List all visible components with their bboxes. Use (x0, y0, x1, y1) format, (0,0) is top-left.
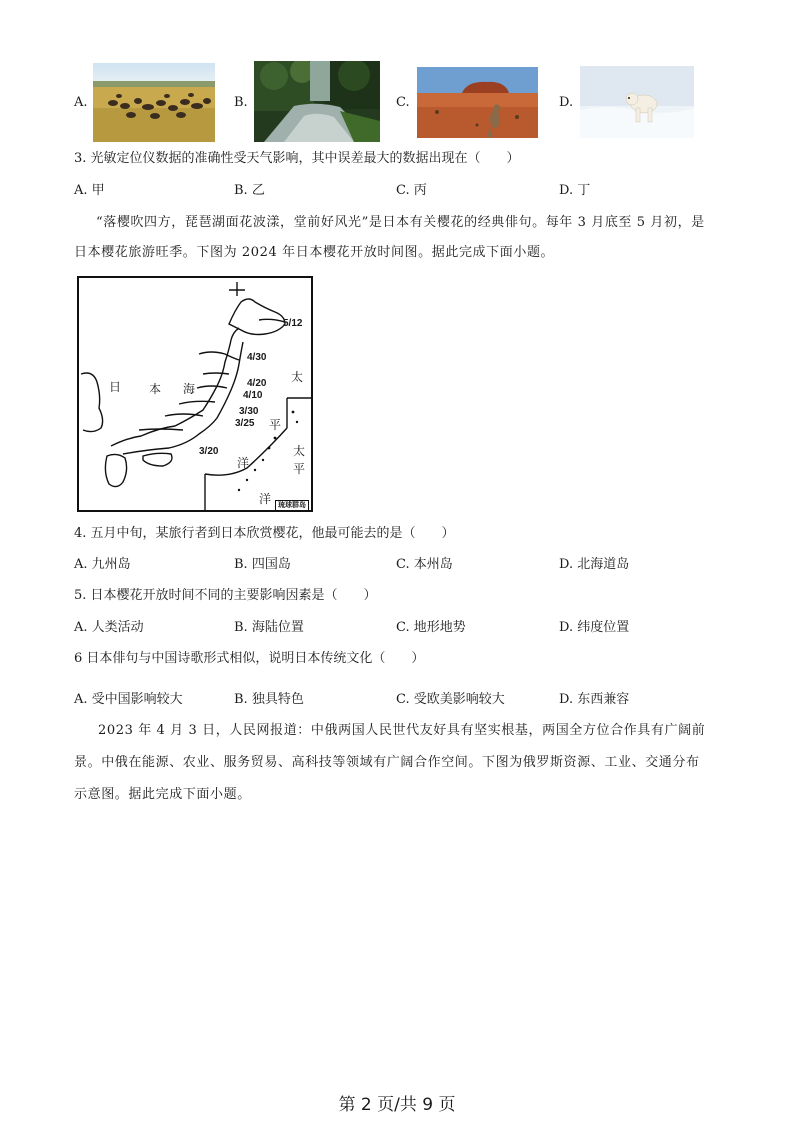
q5-option-a[interactable]: A. 人类活动 (74, 620, 144, 635)
ocean-label-char-6: 洋 (259, 492, 272, 506)
q3-option-b[interactable]: B. 乙 (234, 183, 265, 198)
option-d-label: D. (559, 95, 574, 110)
sea-label-char-1: 日 (109, 380, 122, 394)
q4-option-a[interactable]: A. 九州岛 (74, 557, 131, 572)
intro-paragraph-2-line-1: 2023 年 4 月 3 日，人民网报道：中俄两国人民世代友好具有坚实根基，两国全方位合作具有广阔前 (98, 723, 706, 738)
korea-coast (81, 373, 103, 432)
question-5-stem: 5. 日本樱花开放时间不同的主要影响因素是（ ） (74, 588, 377, 603)
ocean-label-char-1: 太 (291, 370, 304, 384)
date-label-4-20: 4/20 (247, 378, 267, 389)
shikoku-coast (143, 453, 172, 466)
date-label-4-30: 4/30 (247, 352, 267, 363)
japan-cherry-blossom-map (77, 276, 313, 512)
q3-option-d[interactable]: D. 丁 (559, 183, 591, 198)
intro-paragraph-2-line-2: 景。中俄在能源、农业、服务贸易、高科技等领域有广阔合作空间。下图为俄罗斯资源、工业、交通分布 (74, 755, 700, 770)
question-3-stem: 3. 光敏定位仪数据的准确性受天气影响，其中误差最大的数据出现在（ ） (74, 151, 520, 166)
ocean-label-char-5: 洋 (237, 456, 250, 470)
q3-option-c[interactable]: C. 丙 (396, 183, 427, 198)
q3-option-a[interactable]: A. 甲 (74, 183, 105, 198)
q6-option-c[interactable]: C. 受欧美影响较大 (396, 692, 505, 707)
q5-option-d[interactable]: D. 纬度位置 (559, 620, 630, 635)
ocean-label-char-4: 平 (293, 462, 306, 476)
sakhalin-mark (229, 282, 245, 296)
date-label-3-30: 3/30 (239, 406, 259, 417)
sea-label-char-2: 本 (149, 382, 162, 396)
rainforest-river-photo (254, 61, 380, 142)
date-label-4-10: 4/10 (243, 390, 263, 401)
sea-label-char-3: 海 (183, 382, 196, 396)
q4-option-c[interactable]: C. 本州岛 (396, 557, 453, 572)
desert-kangaroo-photo (417, 67, 538, 138)
honshu-coast-east (123, 342, 243, 454)
date-label-3-20: 3/20 (199, 446, 219, 457)
date-label-5-12: 5/12 (283, 318, 303, 329)
q6-option-b[interactable]: B. 独具特色 (234, 692, 304, 707)
ryukyu-islands-inset-label: 琉球群岛 (275, 500, 309, 511)
intro-paragraph-1-line-2: 日本樱花旅游旺季。下图为 2024 年日本樱花开放时间图。据此完成下面小题。 (74, 245, 555, 260)
question-6-stem: 6 日本俳句与中国诗歌形式相似，说明日本传统文化（ ） (74, 651, 425, 666)
option-a-label: A. (74, 95, 88, 110)
page-number-footer: 第 2 页/共 9 页 (338, 1095, 456, 1115)
q6-option-d[interactable]: D. 东西兼容 (559, 692, 630, 707)
kyushu-coast (105, 454, 126, 486)
savanna-wildebeest-photo (93, 63, 215, 142)
q5-option-b[interactable]: B. 海陆位置 (234, 620, 304, 635)
q6-option-a[interactable]: A. 受中国影响较大 (74, 692, 183, 707)
q5-option-c[interactable]: C. 地形地势 (396, 620, 466, 635)
intro-paragraph-2-line-3: 示意图。据此完成下面小题。 (74, 787, 251, 802)
option-c-label: C. (396, 95, 410, 110)
option-b-label: B. (234, 95, 248, 110)
date-label-3-25: 3/25 (235, 418, 255, 429)
question-4-stem: 4. 五月中旬，某旅行者到日本欣赏樱花，他最可能去的是（ ） (74, 526, 455, 541)
q4-option-b[interactable]: B. 四国岛 (234, 557, 291, 572)
q4-option-d[interactable]: D. 北海道岛 (559, 557, 630, 572)
ocean-label-char-2: 平 (269, 418, 282, 432)
ocean-label-char-3: 太 (293, 444, 306, 458)
polar-bear-ice-photo (580, 66, 694, 138)
intro-paragraph-1-line-1: “落樱吹四方，琵琶湖面花波漾，堂前好风光”是日本有关樱花的经典俳句。每年 3 月底至 5 月初，是 (96, 215, 705, 230)
